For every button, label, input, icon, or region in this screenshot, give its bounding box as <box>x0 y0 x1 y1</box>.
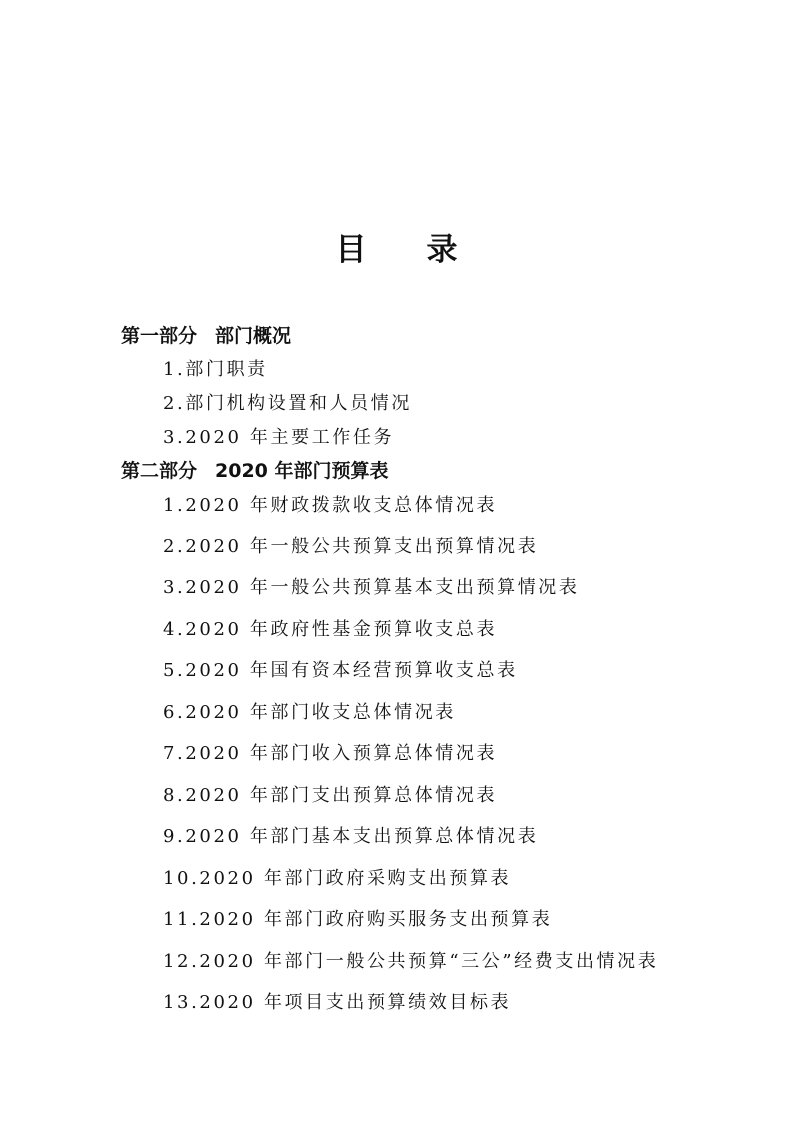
page-title: 目录 <box>335 232 518 268</box>
section-heading-part-two <box>121 458 389 484</box>
toc-item: 1.2020 年财政拨款收支总体情况表 <box>163 495 498 516</box>
section-number: 第二部分 <box>121 460 198 482</box>
toc-item: 4.2020 年政府性基金预算收支总表 <box>163 619 498 640</box>
toc-item: 8.2020 年部门支出预算总体情况表 <box>163 785 498 806</box>
toc-item: 9.2020 年部门基本支出预算总体情况表 <box>163 826 539 847</box>
section-name: 部门概况 <box>215 325 292 347</box>
toc-item: 3.2020 年主要工作任务 <box>163 427 395 448</box>
section-heading-part-one <box>121 323 291 349</box>
toc-item: 1.部门职责 <box>163 359 268 380</box>
toc-item: 6.2020 年部门收支总体情况表 <box>163 702 456 723</box>
toc-item: 13.2020 年项目支出预算绩效目标表 <box>163 992 512 1013</box>
toc-item: 12.2020 年部门一般公共预算“三公”经费支出情况表 <box>163 951 659 972</box>
toc-item: 3.2020 年一般公共预算基本支出预算情况表 <box>163 577 580 598</box>
toc-item: 11.2020 年部门政府购买服务支出预算表 <box>163 909 553 930</box>
toc-item: 7.2020 年部门收入预算总体情况表 <box>163 743 498 764</box>
toc-item: 5.2020 年国有资本经营预算收支总表 <box>163 660 518 681</box>
toc-item: 10.2020 年部门政府采购支出预算表 <box>163 868 512 889</box>
toc-item: 2.2020 年一般公共预算支出预算情况表 <box>163 536 539 557</box>
section-number: 第一部分 <box>121 325 198 347</box>
section-name: 2020 年部门预算表 <box>215 460 389 482</box>
toc-item: 2.部门机构设置和人员情况 <box>163 393 412 414</box>
